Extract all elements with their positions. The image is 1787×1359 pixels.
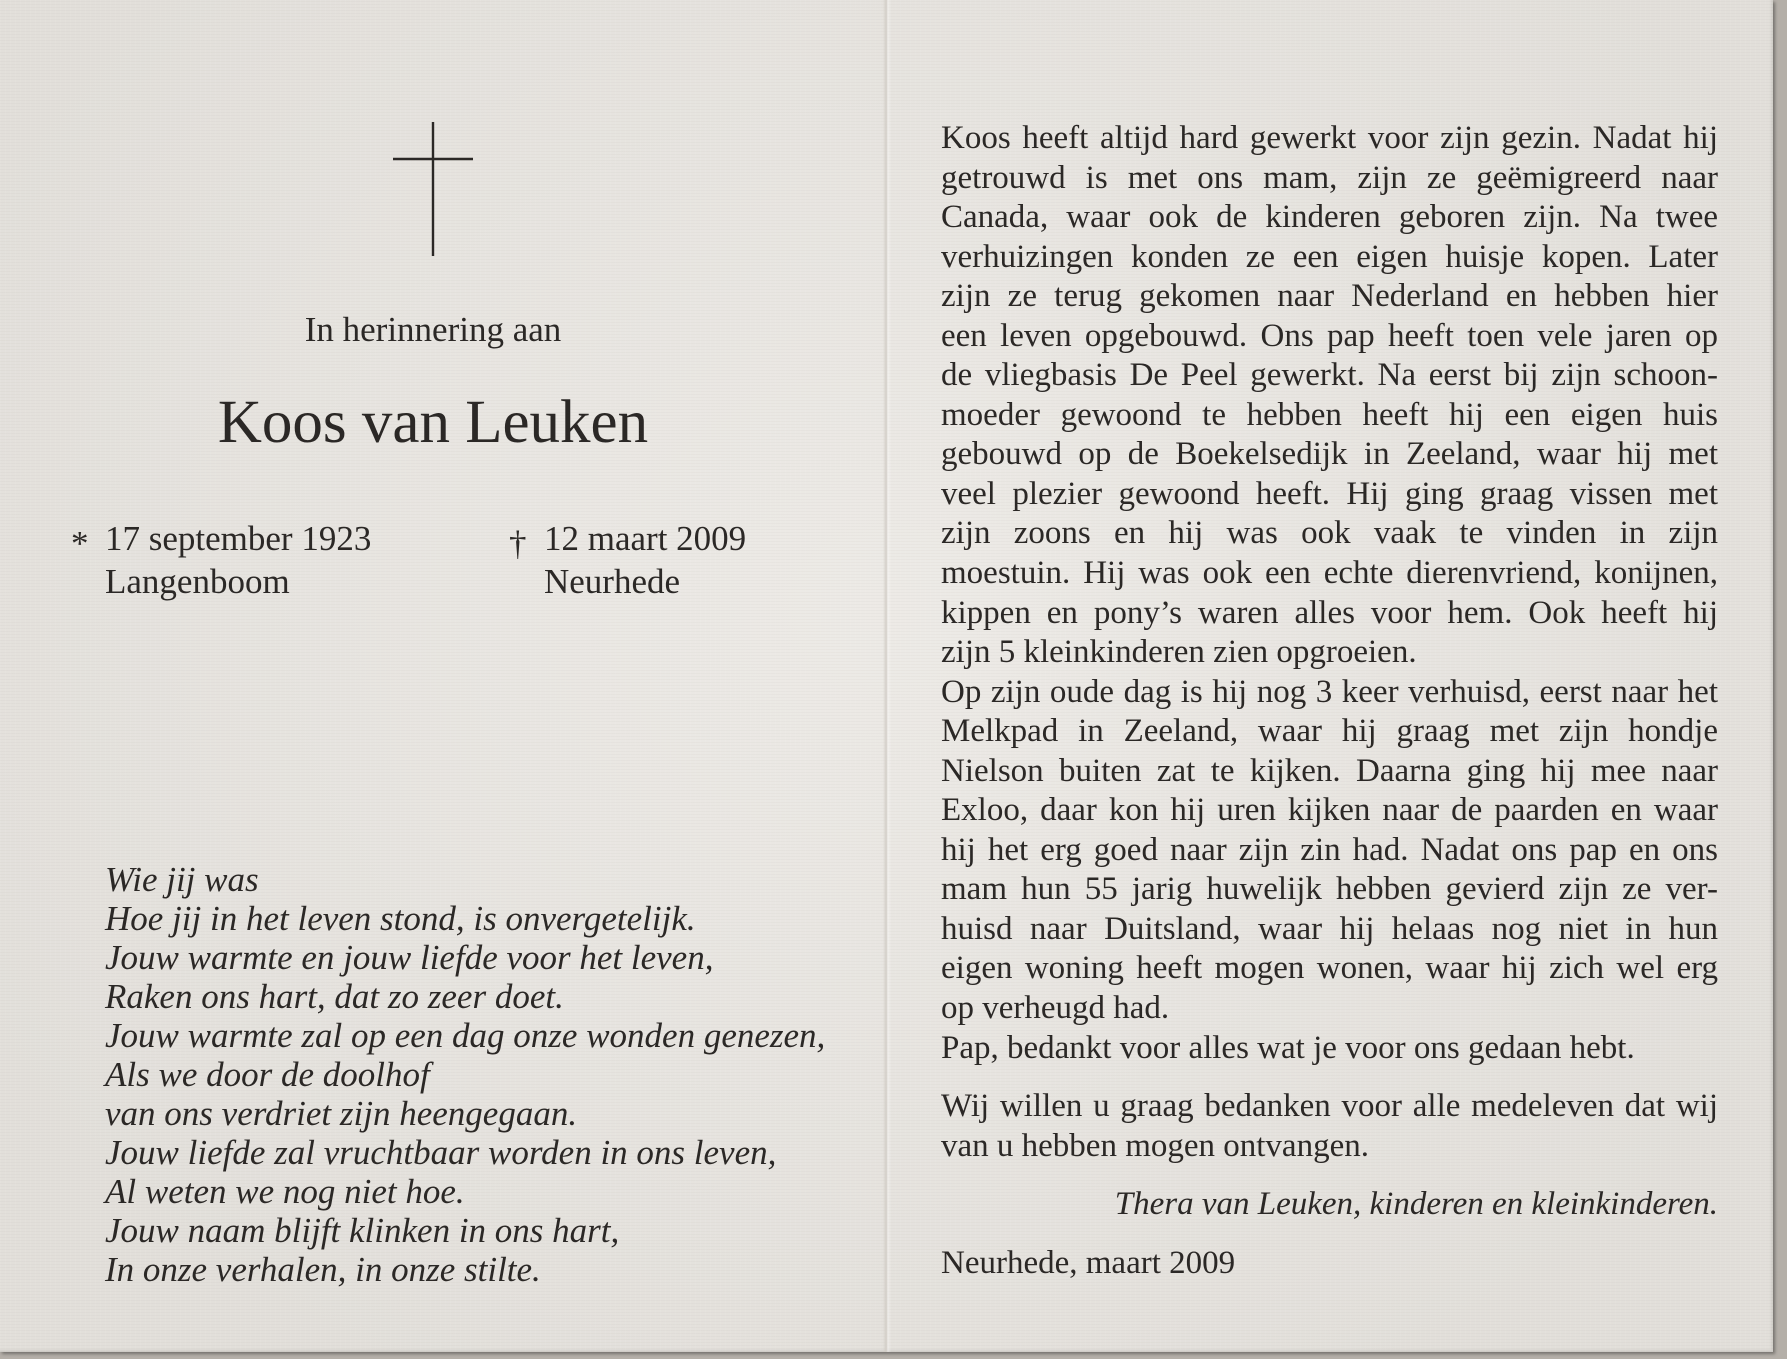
poem-line: Jouw liefde zal vruchtbaar worden in ons leven,: [105, 1133, 777, 1172]
birth-place: Langenboom: [105, 562, 290, 601]
paragraph-later-years: [941, 673, 1718, 1029]
poem-line: Raken ons hart, dat zo zeer doet.: [105, 977, 564, 1016]
text-line: Exloo, daar kon hij uren kijken naar de paarden en waar: [941, 792, 1718, 829]
cross-icon: [393, 122, 473, 256]
poem-line: Wie jij was: [105, 860, 259, 899]
text-line: huisd naar Duitsland, waar hij helaas nog niet in hun: [941, 910, 1718, 947]
text-line: een leven opgebouwd. Ons pap heeft toen vele jaren op: [941, 317, 1718, 354]
death-details: [509, 517, 746, 603]
deceased-name: Koos van Leuken: [217, 389, 649, 456]
poem-line: In onze verhalen, in onze stilte.: [105, 1250, 541, 1289]
poem-line: Jouw naam blijft klinken in ons hart,: [105, 1211, 620, 1250]
text-line: eigen woning heeft mogen wonen, waar hij zich wel erg: [941, 950, 1718, 987]
paragraph-thanks-dad: [941, 1029, 1718, 1069]
text-line: zijn ze terug gekomen naar Nederland en hebben hier: [941, 278, 1718, 315]
text-line: zijn 5 kleinkinderen zien opgroeien.: [941, 634, 1417, 671]
text-line: op verheugd had.: [941, 990, 1170, 1027]
text-line: veel plezier gewoond heeft. Hij ging graag vissen met: [941, 475, 1718, 512]
poem-line: Als we door de doolhof: [105, 1055, 430, 1094]
text-line: kippen en pony’s waren alles voor hem. Ook heeft hij: [941, 594, 1718, 631]
text-line: Canada, waar ook de kinderen geboren zijn. Na twee: [941, 199, 1718, 236]
text-line: Wij willen u graag bedanken voor alle medeleven dat wij: [941, 1088, 1718, 1125]
biography-text: [941, 119, 1718, 1283]
text-line: mam hun 55 jarig huwelijk hebben gevierd zijn ze ver-: [941, 871, 1718, 908]
poem-line: Jouw warmte en jouw liefde voor het leven,: [105, 938, 714, 977]
birth-symbol: *: [71, 524, 89, 563]
text-line: van u hebben mogen ontvangen.: [941, 1127, 1369, 1164]
poem-line: Hoe jij in het leven stond, is onvergetelijk.: [105, 899, 696, 938]
birth-details: [71, 517, 371, 603]
paragraph-life-story: [941, 119, 1718, 673]
text-line: moeder gewoond te hebben heeft hij een eigen huis: [941, 396, 1718, 433]
text-line: Koos heeft altijd hard gewerkt voor zijn gezin. Nadat hij: [941, 120, 1718, 156]
text-line: de vliegbasis De Peel gewerkt. Na eerst bij zijn schoon-: [941, 357, 1718, 394]
text-line: Melkpad in Zeeland, waar hij graag met zijn hondje: [941, 713, 1718, 750]
right-page: [890, 0, 1773, 1352]
intro-text: In herinnering aan: [304, 310, 562, 349]
poem-line: Jouw warmte zal op een dag onze wonden genezen,: [105, 1016, 826, 1055]
death-place: Neurhede: [544, 562, 681, 601]
paragraph-acknowledgement: [941, 1087, 1718, 1166]
text-line: Pap, bedankt voor alles wat je voor ons gedaan hebt.: [941, 1029, 1635, 1066]
text-line: zijn zoons en hij was ook vaak te vinden in zijn: [941, 515, 1718, 552]
poem: [105, 860, 825, 1289]
text-line: moestuin. Hij was ook een echte dierenvriend, konijnen,: [941, 555, 1718, 592]
death-date: 12 maart 2009: [544, 519, 747, 558]
birth-date: 17 september 1923: [105, 519, 372, 558]
place-date: Neurhede, maart 2009: [941, 1244, 1236, 1281]
text-line: hij het erg goed naar zijn zin had. Nadat ons pap en ons: [941, 831, 1718, 868]
death-symbol: †: [509, 524, 527, 563]
text-line: getrouwd is met ons mam, zijn ze geëmigreerd naar: [941, 159, 1718, 196]
text-line: verhuizingen konden ze een eigen huisje kopen. Later: [941, 238, 1718, 275]
family-signature: Thera van Leuken, kinderen en kleinkinderen.: [1114, 1186, 1718, 1223]
text-line: Op zijn oude dag is hij nog 3 keer verhuisd, eerst naar het: [941, 673, 1718, 710]
poem-line: van ons verdriet zijn heengegaan.: [105, 1094, 578, 1133]
text-line: Nielson buiten zat te kijken. Daarna ging hij mee naar: [941, 752, 1718, 789]
left-page: [0, 0, 886, 1352]
text-line: gebouwd op de Boekelsedijk in Zeeland, waar hij met: [941, 436, 1718, 473]
poem-line: Al weten we nog niet hoe.: [105, 1172, 465, 1211]
